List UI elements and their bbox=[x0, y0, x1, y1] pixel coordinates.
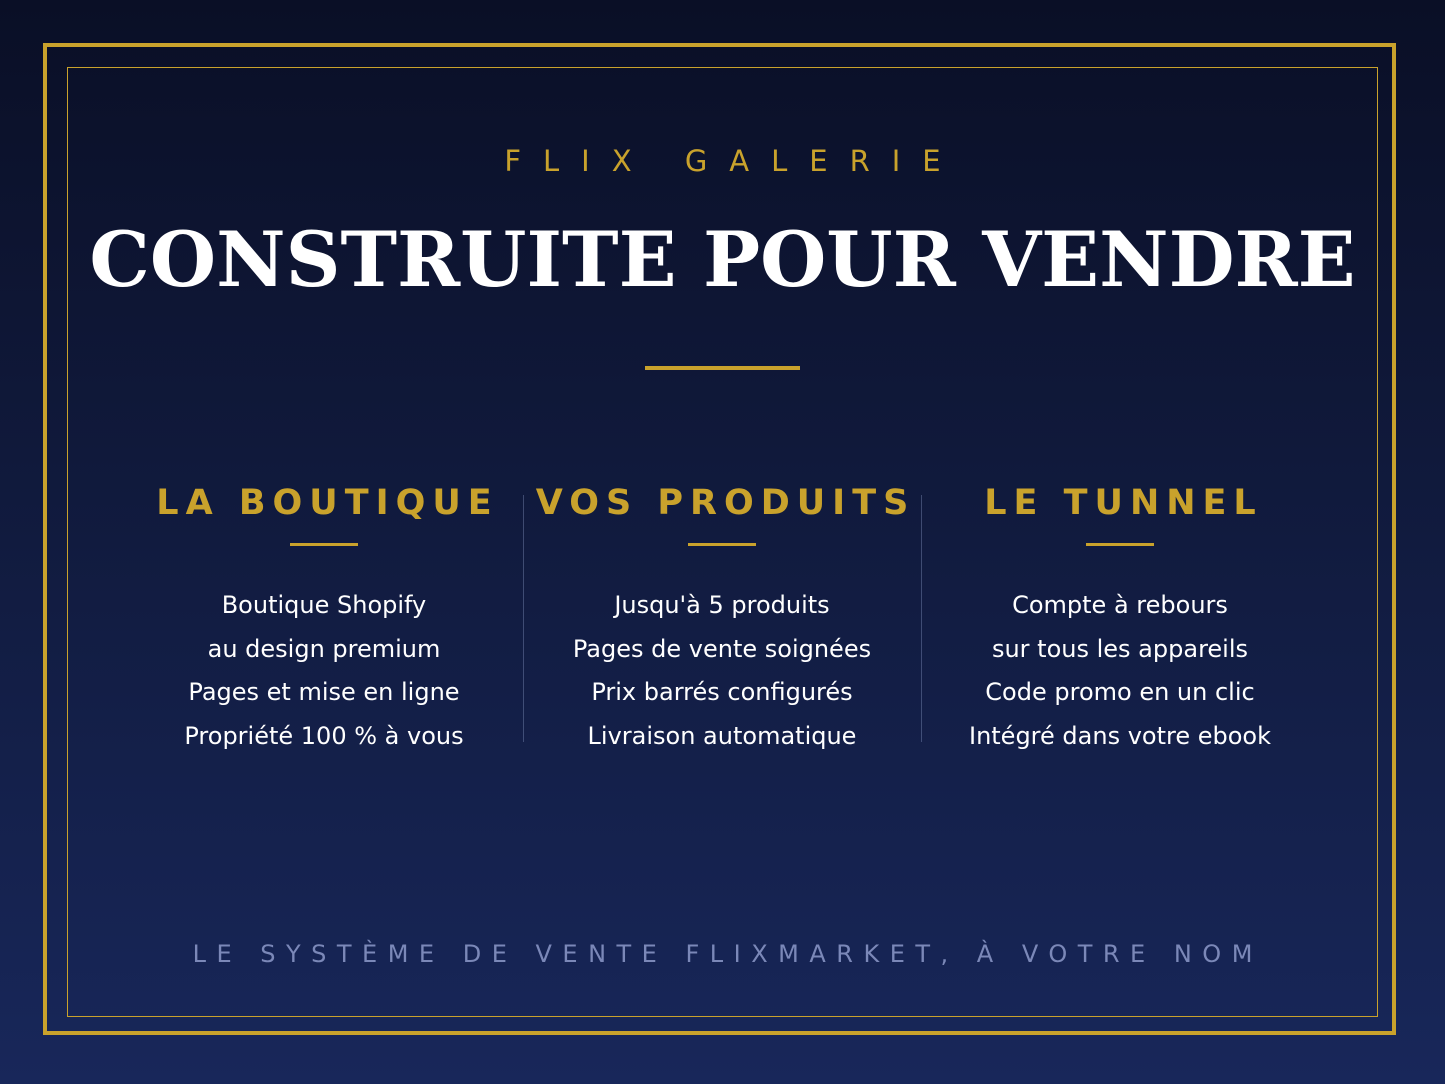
feature-item: Jusqu'à 5 produits bbox=[614, 591, 830, 619]
feature-item: Code promo en un clic bbox=[985, 678, 1255, 706]
column-title: VOS PRODUITS bbox=[535, 483, 916, 523]
feature-item: au design premium bbox=[207, 634, 441, 663]
feature-list bbox=[523, 584, 921, 758]
page-title: CONSTRUITE POUR VENDRE bbox=[89, 215, 1356, 304]
column-underline bbox=[1086, 543, 1154, 546]
feature-column-tunnel bbox=[921, 480, 1319, 758]
feature-item: Intégré dans votre ebook bbox=[968, 721, 1271, 750]
footer-tagline: LE SYSTÈME DE VENTE FLIXMARKET, À VOTRE NOM bbox=[192, 940, 1263, 968]
feature-column-produits bbox=[523, 480, 921, 758]
feature-item: Pages de vente soignées bbox=[572, 634, 872, 663]
feature-item: Compte à rebours bbox=[1012, 591, 1228, 619]
feature-list bbox=[921, 584, 1319, 758]
feature-item: Boutique Shopify bbox=[221, 591, 427, 619]
feature-item: Livraison automatique bbox=[587, 721, 857, 750]
column-underline bbox=[290, 543, 358, 546]
column-title: LA BOUTIQUE bbox=[156, 483, 499, 523]
column-title: LE TUNNEL bbox=[984, 483, 1263, 523]
brand-eyebrow: FLIX GALERIE bbox=[504, 144, 963, 178]
feature-item: sur tous les appareils bbox=[991, 634, 1249, 663]
feature-item: Pages et mise en ligne bbox=[188, 678, 460, 706]
feature-column-boutique bbox=[125, 480, 523, 758]
feature-item: Propriété 100 % à vous bbox=[184, 721, 464, 750]
feature-list bbox=[125, 584, 523, 758]
title-underline bbox=[645, 366, 800, 370]
feature-item: Prix barrés configurés bbox=[591, 678, 853, 706]
column-underline bbox=[688, 543, 756, 546]
